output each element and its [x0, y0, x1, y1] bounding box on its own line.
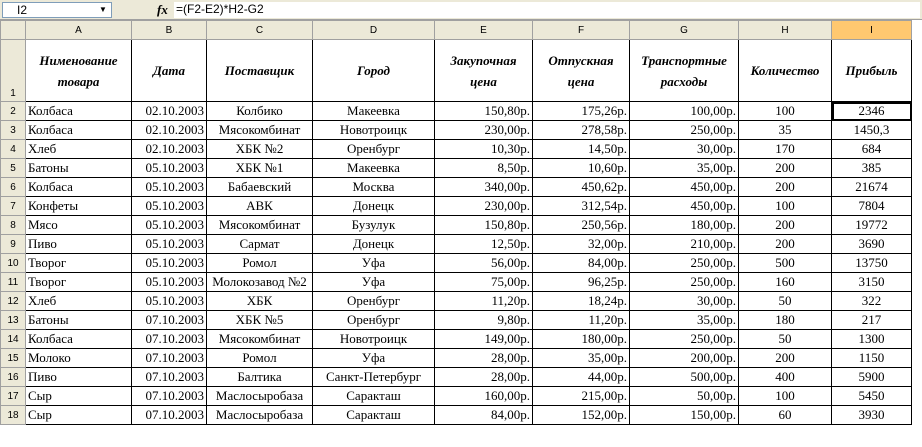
cell[interactable]: 230,00р.	[435, 197, 533, 216]
cell[interactable]: 19772	[832, 216, 912, 235]
row-header[interactable]: 12	[1, 292, 26, 311]
table-row	[1, 330, 912, 349]
table-row	[1, 178, 912, 197]
cell[interactable]: Колбико	[207, 102, 313, 121]
cell[interactable]: 200,00р.	[630, 349, 739, 368]
select-all-corner[interactable]	[1, 21, 26, 40]
table-row	[1, 311, 912, 330]
cell[interactable]: 50	[739, 292, 832, 311]
cell[interactable]: 10,60р.	[533, 159, 630, 178]
cell[interactable]: 10,30р.	[435, 140, 533, 159]
header-cell[interactable]: Город	[313, 40, 435, 102]
cell[interactable]: Уфа	[313, 254, 435, 273]
cell[interactable]: 3150	[832, 273, 912, 292]
cell[interactable]: 500	[739, 254, 832, 273]
cell[interactable]: 02.10.2003	[132, 102, 207, 121]
cell[interactable]: Ромол	[207, 254, 313, 273]
row-header[interactable]: 9	[1, 235, 26, 254]
column-header-d[interactable]: D	[313, 21, 435, 40]
cell[interactable]: Колбаса	[26, 330, 132, 349]
cell[interactable]: Москва	[313, 178, 435, 197]
cell[interactable]: 14,50р.	[533, 140, 630, 159]
cell[interactable]: 175,26р.	[533, 102, 630, 121]
table-row	[1, 216, 912, 235]
header-cell[interactable]: Дата	[132, 40, 207, 102]
cell[interactable]: Колбаса	[26, 178, 132, 197]
cell[interactable]: 322	[832, 292, 912, 311]
cell[interactable]: 35,00р.	[630, 311, 739, 330]
name-box[interactable]	[2, 2, 112, 18]
row-header[interactable]: 8	[1, 216, 26, 235]
cell[interactable]: 96,25р.	[533, 273, 630, 292]
cell[interactable]: 400	[739, 368, 832, 387]
cell[interactable]: Санкт-Петербург	[313, 368, 435, 387]
cell[interactable]: Бабаевский	[207, 178, 313, 197]
cell[interactable]: Оренбург	[313, 140, 435, 159]
table-row	[1, 273, 912, 292]
cell[interactable]: 312,54р.	[533, 197, 630, 216]
row-header[interactable]: 11	[1, 273, 26, 292]
column-header-h[interactable]: H	[739, 21, 832, 40]
table-row	[1, 406, 912, 425]
cell[interactable]: 30,00р.	[630, 140, 739, 159]
header-cell[interactable]: Прибыль	[832, 40, 912, 102]
cell[interactable]: 05.10.2003	[132, 235, 207, 254]
cell[interactable]: Мясокомбинат	[207, 121, 313, 140]
cell[interactable]: Колбаса	[26, 121, 132, 140]
row-header[interactable]: 17	[1, 387, 26, 406]
row-header[interactable]: 14	[1, 330, 26, 349]
cell[interactable]: 07.10.2003	[132, 330, 207, 349]
row-header[interactable]: 18	[1, 406, 26, 425]
cell[interactable]: Мясокомбинат	[207, 216, 313, 235]
cell[interactable]: Колбаса	[26, 102, 132, 121]
cell[interactable]: 180	[739, 311, 832, 330]
cell[interactable]: 02.10.2003	[132, 121, 207, 140]
cell[interactable]: 100,00р.	[630, 102, 739, 121]
row-header[interactable]: 15	[1, 349, 26, 368]
spreadsheet-grid	[0, 20, 912, 425]
cell[interactable]: Пиво	[26, 235, 132, 254]
cell[interactable]: 05.10.2003	[132, 254, 207, 273]
cell[interactable]: 11,20р.	[533, 311, 630, 330]
header-cell[interactable]: Поставщик	[207, 40, 313, 102]
cell[interactable]: 450,00р.	[630, 197, 739, 216]
row-header[interactable]: 7	[1, 197, 26, 216]
cell[interactable]: 8,50р.	[435, 159, 533, 178]
cell[interactable]: 21674	[832, 178, 912, 197]
cell[interactable]: Маслосыробаза	[207, 387, 313, 406]
header-cell[interactable]: Закупочная цена	[435, 40, 533, 102]
cell[interactable]: Батоны	[26, 159, 132, 178]
cell[interactable]: 9,80р.	[435, 311, 533, 330]
cell[interactable]: 500,00р.	[630, 368, 739, 387]
cell[interactable]: 84,00р.	[435, 406, 533, 425]
cell[interactable]: 28,00р.	[435, 349, 533, 368]
cell[interactable]: Мясокомбинат	[207, 330, 313, 349]
row-header[interactable]: 16	[1, 368, 26, 387]
cell[interactable]: Хлеб	[26, 140, 132, 159]
cell[interactable]: 200	[739, 235, 832, 254]
column-header-b[interactable]: B	[132, 21, 207, 40]
row-header[interactable]: 6	[1, 178, 26, 197]
cell[interactable]: 210,00р.	[630, 235, 739, 254]
column-header-a[interactable]: A	[26, 21, 132, 40]
cell[interactable]: Оренбург	[313, 311, 435, 330]
cell[interactable]: Уфа	[313, 273, 435, 292]
cell[interactable]: 50,00р.	[630, 387, 739, 406]
cell[interactable]: 02.10.2003	[132, 140, 207, 159]
cell[interactable]: ХБК	[207, 292, 313, 311]
table-row	[1, 368, 912, 387]
cell[interactable]: 150,80р.	[435, 216, 533, 235]
table-row	[1, 197, 912, 216]
row-header[interactable]: 5	[1, 159, 26, 178]
cell[interactable]: ХБК №1	[207, 159, 313, 178]
cell[interactable]: 250,00р.	[630, 121, 739, 140]
cell[interactable]: 684	[832, 140, 912, 159]
cell[interactable]: Новотроицк	[313, 121, 435, 140]
cell[interactable]: Конфеты	[26, 197, 132, 216]
cell[interactable]: 217	[832, 311, 912, 330]
cell[interactable]: Оренбург	[313, 292, 435, 311]
table-row	[1, 140, 912, 159]
cell[interactable]: 07.10.2003	[132, 406, 207, 425]
cell[interactable]: Хлеб	[26, 292, 132, 311]
cell[interactable]: 05.10.2003	[132, 292, 207, 311]
cell[interactable]: 230,00р.	[435, 121, 533, 140]
column-header-g[interactable]: G	[630, 21, 739, 40]
table-row	[1, 235, 912, 254]
cell[interactable]: Пиво	[26, 368, 132, 387]
table-row	[1, 159, 912, 178]
column-header-f[interactable]: F	[533, 21, 630, 40]
cell[interactable]: Молоко	[26, 349, 132, 368]
cell[interactable]: 340,00р.	[435, 178, 533, 197]
table-row	[1, 349, 912, 368]
cell[interactable]: 100	[739, 102, 832, 121]
cell[interactable]: 170	[739, 140, 832, 159]
cell[interactable]: Макеевка	[313, 102, 435, 121]
cell[interactable]: 13750	[832, 254, 912, 273]
cell[interactable]: 3930	[832, 406, 912, 425]
chevron-down-icon[interactable]: ▼	[99, 5, 107, 14]
row-header[interactable]: 13	[1, 311, 26, 330]
cell[interactable]: 180,00р.	[533, 330, 630, 349]
cell[interactable]: 1150	[832, 349, 912, 368]
cell[interactable]: Балтика	[207, 368, 313, 387]
cell[interactable]: 84,00р.	[533, 254, 630, 273]
header-cell[interactable]: Количество	[739, 40, 832, 102]
cell[interactable]: 05.10.2003	[132, 159, 207, 178]
cell[interactable]: 200	[739, 178, 832, 197]
cell[interactable]: Саракташ	[313, 387, 435, 406]
cell[interactable]: 32,00р.	[533, 235, 630, 254]
cell[interactable]: 200	[739, 216, 832, 235]
cell[interactable]: 05.10.2003	[132, 197, 207, 216]
formula-input[interactable]: =(F2-E2)*H2-G2	[174, 2, 920, 18]
cell[interactable]: Уфа	[313, 349, 435, 368]
cell[interactable]: 180,00р.	[630, 216, 739, 235]
cell[interactable]: 12,50р.	[435, 235, 533, 254]
row-header[interactable]: 10	[1, 254, 26, 273]
fx-icon[interactable]: fx	[157, 2, 168, 17]
cell[interactable]: 150,00р.	[630, 406, 739, 425]
cell[interactable]: Бузулук	[313, 216, 435, 235]
cell[interactable]: 35,00р.	[630, 159, 739, 178]
cell[interactable]: 28,00р.	[435, 368, 533, 387]
cell[interactable]: Мясо	[26, 216, 132, 235]
cell[interactable]: 07.10.2003	[132, 311, 207, 330]
cell[interactable]: 5900	[832, 368, 912, 387]
cell[interactable]: 07.10.2003	[132, 368, 207, 387]
cell[interactable]: Сыр	[26, 387, 132, 406]
cell[interactable]: 05.10.2003	[132, 178, 207, 197]
cell[interactable]: 60	[739, 406, 832, 425]
cell[interactable]: Сыр	[26, 406, 132, 425]
table-row	[1, 121, 912, 140]
cell[interactable]: 75,00р.	[435, 273, 533, 292]
cell[interactable]: Макеевка	[313, 159, 435, 178]
cell[interactable]: 278,58р.	[533, 121, 630, 140]
cell[interactable]: 250,00р.	[630, 254, 739, 273]
cell[interactable]: 152,00р.	[533, 406, 630, 425]
header-cell[interactable]: Транспортные расходы	[630, 40, 739, 102]
row-header[interactable]: 3	[1, 121, 26, 140]
cell[interactable]: 215,00р.	[533, 387, 630, 406]
cell[interactable]: 5450	[832, 387, 912, 406]
cell[interactable]: Донецк	[313, 235, 435, 254]
cell[interactable]: 7804	[832, 197, 912, 216]
table-row	[1, 292, 912, 311]
cell[interactable]: 160,00р.	[435, 387, 533, 406]
cell[interactable]: 150,80р.	[435, 102, 533, 121]
cell[interactable]: ХБК №5	[207, 311, 313, 330]
row-header[interactable]: 1	[1, 40, 26, 102]
cell[interactable]: Ромол	[207, 349, 313, 368]
cell[interactable]: 11,20р.	[435, 292, 533, 311]
cell[interactable]: Саракташ	[313, 406, 435, 425]
cell[interactable]: Творог	[26, 254, 132, 273]
cell[interactable]: Новотроицк	[313, 330, 435, 349]
cell[interactable]: 200	[739, 349, 832, 368]
cell[interactable]: Донецк	[313, 197, 435, 216]
cell[interactable]: 07.10.2003	[132, 387, 207, 406]
cell[interactable]: Сармат	[207, 235, 313, 254]
cell[interactable]: 100	[739, 197, 832, 216]
cell[interactable]: 05.10.2003	[132, 216, 207, 235]
cell[interactable]: Творог	[26, 273, 132, 292]
column-header-e[interactable]: E	[435, 21, 533, 40]
cell[interactable]: 2346	[832, 102, 912, 121]
cell[interactable]: 200	[739, 159, 832, 178]
cell[interactable]: 35,00р.	[533, 349, 630, 368]
cell[interactable]: 56,00р.	[435, 254, 533, 273]
cell[interactable]: 160	[739, 273, 832, 292]
cell[interactable]: 250,00р.	[630, 330, 739, 349]
cell[interactable]: 50	[739, 330, 832, 349]
cell[interactable]: 250,56р.	[533, 216, 630, 235]
cell[interactable]: 250,00р.	[630, 273, 739, 292]
cell[interactable]: 1450,3	[832, 121, 912, 140]
cell[interactable]: 1300	[832, 330, 912, 349]
cell[interactable]: 07.10.2003	[132, 349, 207, 368]
table-row	[1, 254, 912, 273]
cell[interactable]: 149,00р.	[435, 330, 533, 349]
header-cell[interactable]: Нименование товара	[26, 40, 132, 102]
row-header[interactable]: 4	[1, 140, 26, 159]
cell[interactable]: 3690	[832, 235, 912, 254]
cell[interactable]: Батоны	[26, 311, 132, 330]
cell[interactable]: 450,00р.	[630, 178, 739, 197]
table-row	[1, 387, 912, 406]
cell[interactable]: 30,00р.	[630, 292, 739, 311]
cell[interactable]: 385	[832, 159, 912, 178]
cell[interactable]: Маслосыробаза	[207, 406, 313, 425]
cell[interactable]: 450,62р.	[533, 178, 630, 197]
header-cell[interactable]: Отпускная цена	[533, 40, 630, 102]
name-box-value: I2	[17, 3, 28, 17]
cell[interactable]: 35	[739, 121, 832, 140]
cell[interactable]: 18,24р.	[533, 292, 630, 311]
cell[interactable]: Молокозавод №2	[207, 273, 313, 292]
cell[interactable]: 44,00р.	[533, 368, 630, 387]
cell[interactable]: 100	[739, 387, 832, 406]
cell[interactable]: 05.10.2003	[132, 273, 207, 292]
column-header-c[interactable]: C	[207, 21, 313, 40]
formula-bar	[0, 0, 922, 20]
cell[interactable]: АВК	[207, 197, 313, 216]
column-header-i[interactable]: I	[832, 21, 912, 40]
row-header[interactable]: 2	[1, 102, 26, 121]
cell[interactable]: ХБК №2	[207, 140, 313, 159]
table-row	[1, 102, 912, 121]
